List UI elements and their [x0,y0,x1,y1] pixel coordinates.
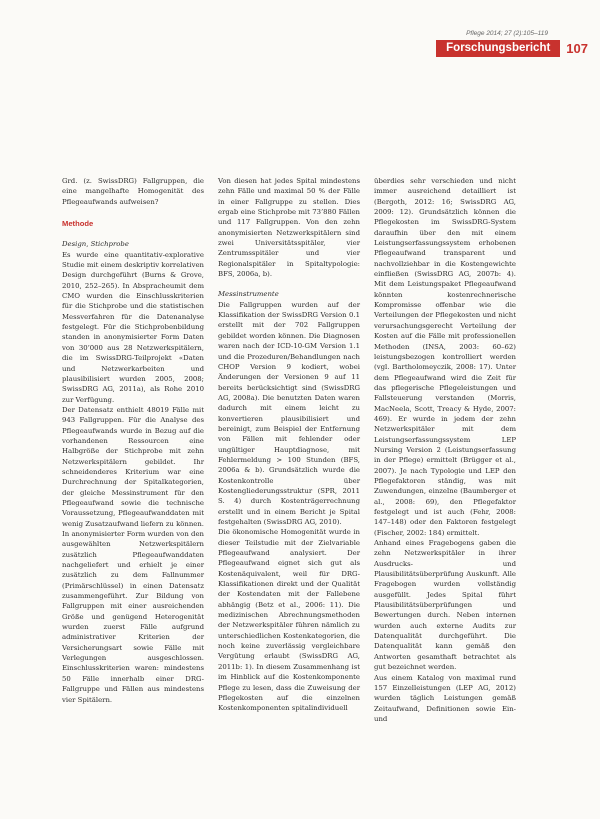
costs-paragraph: überdies sehr verschieden und nicht immer ausreichend detailliert ist (Bergoth, 2012: 16; SwissDRG AG, 2009: 12). Grundsätzlich können die Pflegekosten im SwissDRG-System daraufhin über den mit einem Leistungserfassungssystem erhobenen Pflegeaufwand transparent und nachvollziehbar in die Kostengewichte einfließen (SwissDRG AG, 2007b: 4). Mit dem Leistungspaket Pflegeaufwand könnten kostenrechnerische Kompromisse offenbar wie die Verteilungen der Pflegekosten und nicht verursachungsgerecht Verteilung der Kosten auf die Fälle mit professionellen Methoden (INSA, 2003: 60–62) leistungsbezogen kontrolliert werden (vgl. Bartholomeyczik, 2008: 17). Unter dem Pflegeaufwand wird die Zeit für das pflegerische Pflegeleistungen und Fallsteuerung verstanden (Morris, MacNeela, Scott, Treacy & Hyde, 2007: 469). Er wurde in jedem der zehn Netzwerkspitäler mit dem Leistungserfassungssystem LEP Nursing Version 2 (Leistungserfassung in der Pflege) ermittelt (Brügger et al., 2007). Je nach Typologie und LEP den Pflegefaktoren ständig, was mit Zuwendungen, einzelne (Baumberger et al., 2008: 69), den Pflegefaktor festgelegt und ist auch (Fehr, 2008: 147–148) oder den Faktoren festgelegt (Fischer, 2002: 184) ermittelt. [374,177,516,537]
design-subheading: Design, Stichprobe [62,240,129,249]
text-column-3 [374,176,516,724]
intro-paragraph: Grd. (z. SwissDRG) Fallgruppen, die eine mangelhafte Homogenität des Pflegeaufwands aufweisen? [62,177,204,206]
methods-heading: Methode [62,219,94,229]
data-paragraph: Der Datensatz enthielt 48019 Fälle mit 943 Fallgruppen. Für die Analyse des Pflegeaufwands wurde in Bezug auf die vorhandenen Ressourcen eine Halbgröße der Stichprobe mit zehn Netzwerkspitälern gebildet. Ihr schneidenderes Kriterium war eine Durchrechnung der Spitalkategorien, der gleiche Messinstrument für den Pflegeaufwand sowie die technische Voraussetzung, Pflegeaufwanddaten mit wenig Zusatzaufwand liefern zu können. In anonymisierter Form wurden von den ausgewählten Netzwerkspitälern zusätzlich Pflegeaufwanddaten nachgeliefert und erhielt je einer zusätzlich zu dem Fallnummer (Primärschlüssel) in einen Datensatz zusammengeführt. Zur Bildung von Fallgruppen mit einer ausreichenden Größe und genügend Heterogenität wurden zuerst Fälle aufgrund administrativer Kriterien der Versicherungsart sowie Fälle mit Verlegungen ausgeschlossen. Einschlusskriterien waren: mindestens 50 Fälle innerhalb einer DRG-Fallgruppe und Fällen aus mindestens vier Spitälern. [62,405,204,704]
text-column-1 [62,176,204,705]
design-paragraph: Es wurde eine quantitativ-explorative Studie mit einem deskriptiv korrelativen Design durchgeführt (Burns & Grove, 2010, 252–265). In Abspracheumit dem CMO wurden die Einschlusskriterien für die Stichprobe und die statistischen Messverfahren für die Datenanalyse festgelegt. Für die Stichprobenbildung standen in anonymisierter Form Daten von 30’000 aus 28 Netzwerkspitälern, die im SwissDRG-Teilprojekt «Daten und Netzwerkarbeiten und plausibilisiert wurden 2005, 2008; SwissDRG AG, 2011a), als Rohe 2010 zur Verfügung. [62,250,204,404]
sample-paragraph: Von diesen hat jedes Spital mindestens zehn Fälle und maximal 50 % der Fälle in einer Fallgruppe zu stellen. Dies ergab eine Stichprobe mit 73’880 Fällen und 117 Fallgruppen. Von den zehn anonymisierten Netzwerkspitälern sind zwei Universitätsspitäler, vier Zentrumsspitäler und vier Regionalspitäler in Spitaltypologie: BFS, 2006a, b). [218,177,360,279]
economic-paragraph: Die ökonomische Homogenität wurde in dieser Teilstudie mit der Zielvariable Pflegeaufwand analysiert. Der Pflegeaufwand eignet sich gut als Kostenäquivalent, weil für DRG-Klassifikationen direkt und der Qualität der Kostendaten mit der Fallebene abhängig (Betz et al., 2006: 11). Die medizinischen Abrechnungsmethoden der Netzwerkspitäler führen nämlich zu unterschiedlichen Kostenkategorien, die noch keine zuverlässig vergleichbare Vergütung erlaubt (SwissDRG AG, 2011b: 1). In diesem Zusammenhang ist im Hinblick auf die Kostenkomponente Pflege zu lesen, dass die Zuweisung der Pflegekosten auf die einzelnen Kostenkomponenten spitalindividuell [218,528,360,713]
page-number: 107 [566,41,588,56]
text-column-2 [218,176,360,714]
questionnaire-paragraph: Anhand eines Fragebogens gaben die zehn Netzwerkspitäler in ihrer Ausdrucks- und Plausibilitätsüberprüfung Auskunft. Alle Fragebogen wurden vollständig ausgefüllt. Jedes Spital führt Plausibilitätsüberprüfungen und Bewertungen durch. Neben internen wurden auch externe Audits zur Datenqualität durchgeführt. Die Datenqualität kann gemäß den Antworten gesamthaft betrachtet als gut bezeichnet werden. [374,539,516,672]
section-label: Forschungsbericht [436,40,560,57]
measures-paragraph: Die Fallgruppen wurden auf der Klassifikation der SwissDRG Version 0.1 erstellt mit der 702 Fallgruppen gebildet worden können. Die Diagnosen waren nach der ICD-10-GM Version 1.1 und die Prozeduren/Behandlungen nach CHOP Version 9 kodiert, wobei Änderungen der Versionen 9 auf 11 bereits berücksichtigt sind (SwissDRG AG, 2008a). Die benutzten Daten waren dadurch mit einem leicht zu konvertieren plausibilisiert und bereinigt, zum Beispiel der Entfernung von Fällen mit fehlender oder ungültiger Hauptdiagnose, mit Fehlermeldung > 100 Stunden (BFS, 2006a & b). Grundsätzlich wurde die Kostenkontrolle über Kostengliederungsstruktur (SPR, 2011 S. 4) durch Kostenträgerrechnung erstellt und in einem Bericht je Spital festgehalten (SwissDRG AG, 2010). [218,300,360,526]
running-head: Pflege 2014; 27 (2):105–119 [466,30,548,37]
catalog-paragraph: Aus einem Katalog von maximal rund 157 Einzelleistungen (LEP AG, 2012) wurden täglich Leistungen gemäß Zeitaufwand, Definitionen sowie Ein- und [374,673,516,723]
measures-subheading: Messinstrumente [218,290,279,299]
section-banner [436,40,600,57]
